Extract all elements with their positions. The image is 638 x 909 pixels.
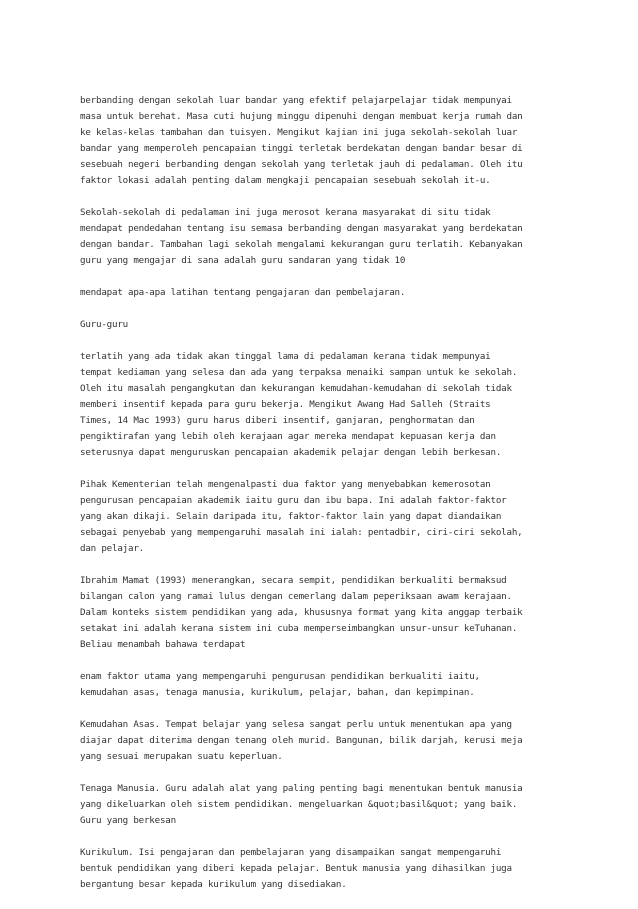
paragraph-kemudahan-asas: Kemudahan Asas. Tempat belajar yang selesa sangat perlu untuk menentukan apa yang diajar dapat diterima dengan tenang oleh murid. Bangunan, bilik darjah, kerusi meja yang sesuai merupakan suatu keperluan. (80, 719, 523, 762)
paragraph-guru-guru: Guru-guru (80, 319, 128, 330)
paragraph-enam-faktor: enam faktor utama yang mempengaruhi pengurusan pendidikan berkualiti iaitu, kemudahan asas, tenaga manusia, kurikulum, pelajar, bahan, dan kepimpinan. (80, 671, 480, 698)
paragraph-guru-terlatih: terlatih yang ada tidak akan tinggal lama di pedalaman kerana tidak mempunyai tempat kediaman yang selesa dan ada yang terpaksa menaiki sampan untuk ke sekolah. Oleh itu masalah pengangkutan dan kekurangan kemudahan-kemudahan di sekolah tidak memberi insentif kepada para guru bekerja. Mengikut Awang Had Salleh (Straits Times, 14 Mac 1993) guru harus diberi insentif, ganjaran, penghormatan dan pengiktirafan yang lebih oleh kerajaan agar mereka mendapat kepuasan kerja dan seterusnya dapat menguruskan pencapaian akademik pelajar dengan lebih berkesan. (80, 351, 518, 458)
paragraph-latihan: mendapat apa-apa latihan tentang pengajaran dan pembelajaran. (80, 287, 406, 298)
document-body (80, 93, 562, 909)
paragraph-lokasi-sekolah: berbanding dengan sekolah luar bandar yang efektif pelajarpelajar tidak mempunyai masa untuk berehat. Masa cuti hujung minggu dipenuhi dengan membuat kerja rumah dan ke kelas-kelas tambahan dan tuisyen. Mengikut kajian ini juga sekolah-sekolah luar bandar yang memperoleh pencapaian tinggi terletak berdekatan dengan bandar besar di sesebuah negeri berbanding dengan sekolah yang terletak jauh di pedalaman. Oleh itu faktor lokasi adalah penting dalam mengkaji pencapaian sesebuah sekolah it-u. (80, 95, 523, 186)
paragraph-tenaga-manusia: Tenaga Manusia. Guru adalah alat yang paling penting bagi menentukan bentuk manusia yang dikeluarkan oleh sistem pendidikan. mengeluarkan &quot;basil&quot; yang baik. Guru yang berkesan (80, 783, 523, 826)
paragraph-ibrahim-mamat: Ibrahim Mamat (1993) menerangkan, secara sempit, pendidikan berkualiti bermaksud bilangan calon yang ramai lulus dengan cemerlang dalam peperiksaan awam kerajaan. Dalam konteks sistem pendidikan yang ada, khususnya format yang kita anggap terbaik setakat ini adalah kerana sistem ini cuba memperseimbangkan unsur-unsur keTuhanan. Beliau menambah bahawa terdapat (80, 575, 523, 650)
paragraph-pihak-kementerian: Pihak Kementerian telah mengenalpasti dua faktor yang menyebabkan kemerosotan pengurusan pencapaian akademik iaitu guru dan ibu bapa. Ini adalah faktor-faktor yang akan dikaji. Selain daripada itu, faktor-faktor lain yang dapat diandaikan sebagai penyebab yang mempengaruhi masalah ini ialah: pentadbir, ciri-ciri sekolah, dan pelajar. (80, 479, 523, 554)
paragraph-sekolah-pedalaman: Sekolah-sekolah di pedalaman ini juga merosot kerana masyarakat di situ tidak mendapat pendedahan tentang isu semasa berbanding dengan masyarakat yang berdekatan dengan bandar. Tambahan lagi sekolah mengalami kekurangan guru terlatih. Kebanyakan guru yang mengajar di sana adalah guru sandaran yang tidak 10 (80, 207, 523, 266)
paragraph-kurikulum: Kurikulum. Isi pengajaran dan pembelajaran yang disampaikan sangat mempengaruhi bentuk pendidikan yang diberi kepada pelajar. Bentuk manusia yang dihasilkan juga bergantung besar kepada kurikulum yang disediakan. (80, 847, 512, 890)
